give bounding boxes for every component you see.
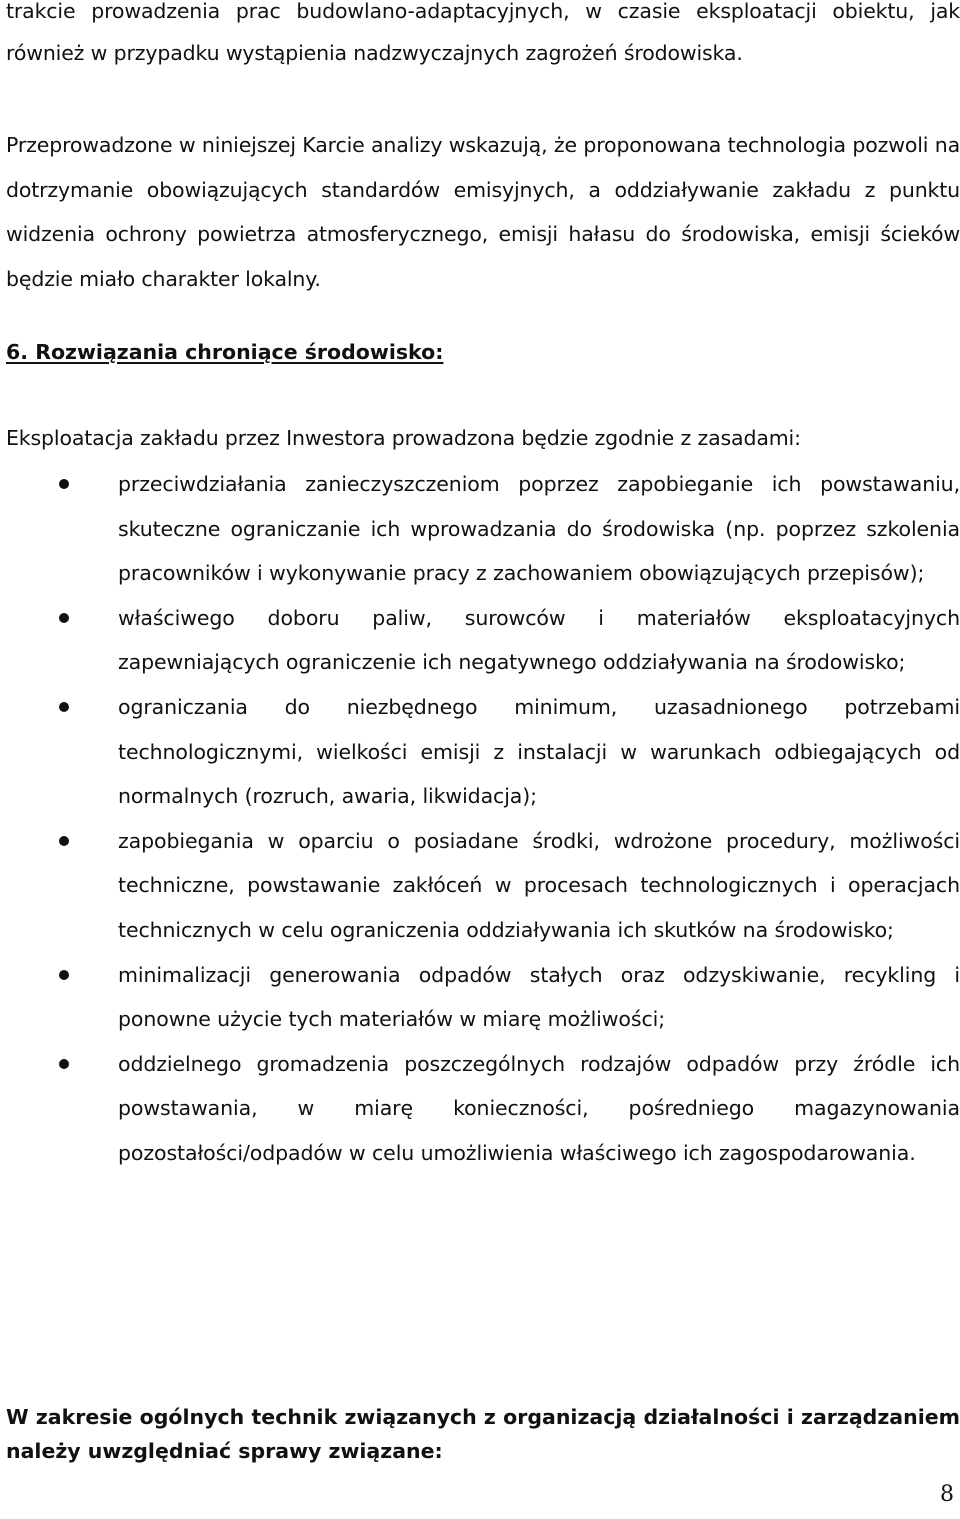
paragraph-analysis: Przeprowadzone w niniejszej Karcie analizy wskazują, że proponowana technologia pozwoli na dotrzymanie obowiązujących standardów emisyjnych, a oddziaływanie zakładu z punktu widzenia ochrony powietrza atmosferycznego, emisji hałasu do środowiska, emisji ścieków będzie miało charakter lokalny. (6, 133, 960, 291)
list-item (0, 462, 960, 596)
bold-paragraph: W zakresie ogólnych technik związanych z organizacją działalności i zarządzaniem należy uwzględniać sprawy związane: (6, 1405, 960, 1463)
principles-list (0, 462, 960, 1176)
bullet-icon (59, 613, 69, 623)
list-item (0, 819, 960, 953)
list-item (0, 1042, 960, 1176)
list-item-text: przeciwdziałania zanieczyszczeniom poprzez zapobieganie ich powstawaniu, skuteczne ograniczanie ich wprowadzania do środowiska (np. poprzez szkolenia pracowników i wykonywanie pracy z zachowaniem obowiązujących przepisów); (118, 472, 960, 586)
bullet-icon (59, 1059, 69, 1069)
section-heading-text: 6. Rozwiązania chroniące środowisko: (6, 340, 444, 364)
list-item-text: minimalizacji generowania odpadów stałych oraz odzyskiwanie, recykling i ponowne użycie tych materiałów w miarę możliwości; (118, 962, 960, 1032)
intro-paragraph: Eksploatacja zakładu przez Inwestora prowadzona będzie zgodnie z zasadami: (6, 426, 801, 450)
list-item-text: ograniczania do niezbędnego minimum, uzasadnionego potrzebami technologicznymi, wielkości emisji z instalacji w warunkach odbiegających od normalnych (rozruch, awaria, likwidacja); (118, 694, 960, 809)
list-item-text: właściwego doboru paliw, surowców i materiałów eksploatacyjnych zapewniających ograniczenie ich negatywnego oddziaływania na środowisko; (118, 605, 960, 675)
paragraph-top: trakcie prowadzenia prac budowlano-adaptacyjnych, w czasie eksploatacji obiektu, jak również w przypadku wystąpienia nadzwyczajnych zagrożeń środowiska. (6, 0, 960, 65)
bullet-icon (59, 479, 69, 489)
list-item (0, 685, 960, 819)
bullet-icon (59, 970, 69, 980)
bullet-icon (59, 836, 69, 846)
list-item-text: zapobiegania w oparciu o posiadane środki, wdrożone procedury, możliwości techniczne, powstawanie zakłóceń w procesach technologicznych i operacjach technicznych w celu ograniczenia oddziaływania ich skutków na środowisko; (118, 828, 960, 942)
bullet-icon (59, 702, 69, 712)
list-item (0, 953, 960, 1042)
section-heading (6, 330, 443, 374)
page-number: 8 (940, 1482, 954, 1507)
list-item-text: oddzielnego gromadzenia poszczególnych rodzajów odpadów przy źródle ich powstawania, w miarę konieczności, pośredniego magazynowania pozostałości/odpadów w celu umożliwienia właściwego ich zagospodarowania. (118, 1051, 960, 1165)
list-item (0, 596, 960, 685)
